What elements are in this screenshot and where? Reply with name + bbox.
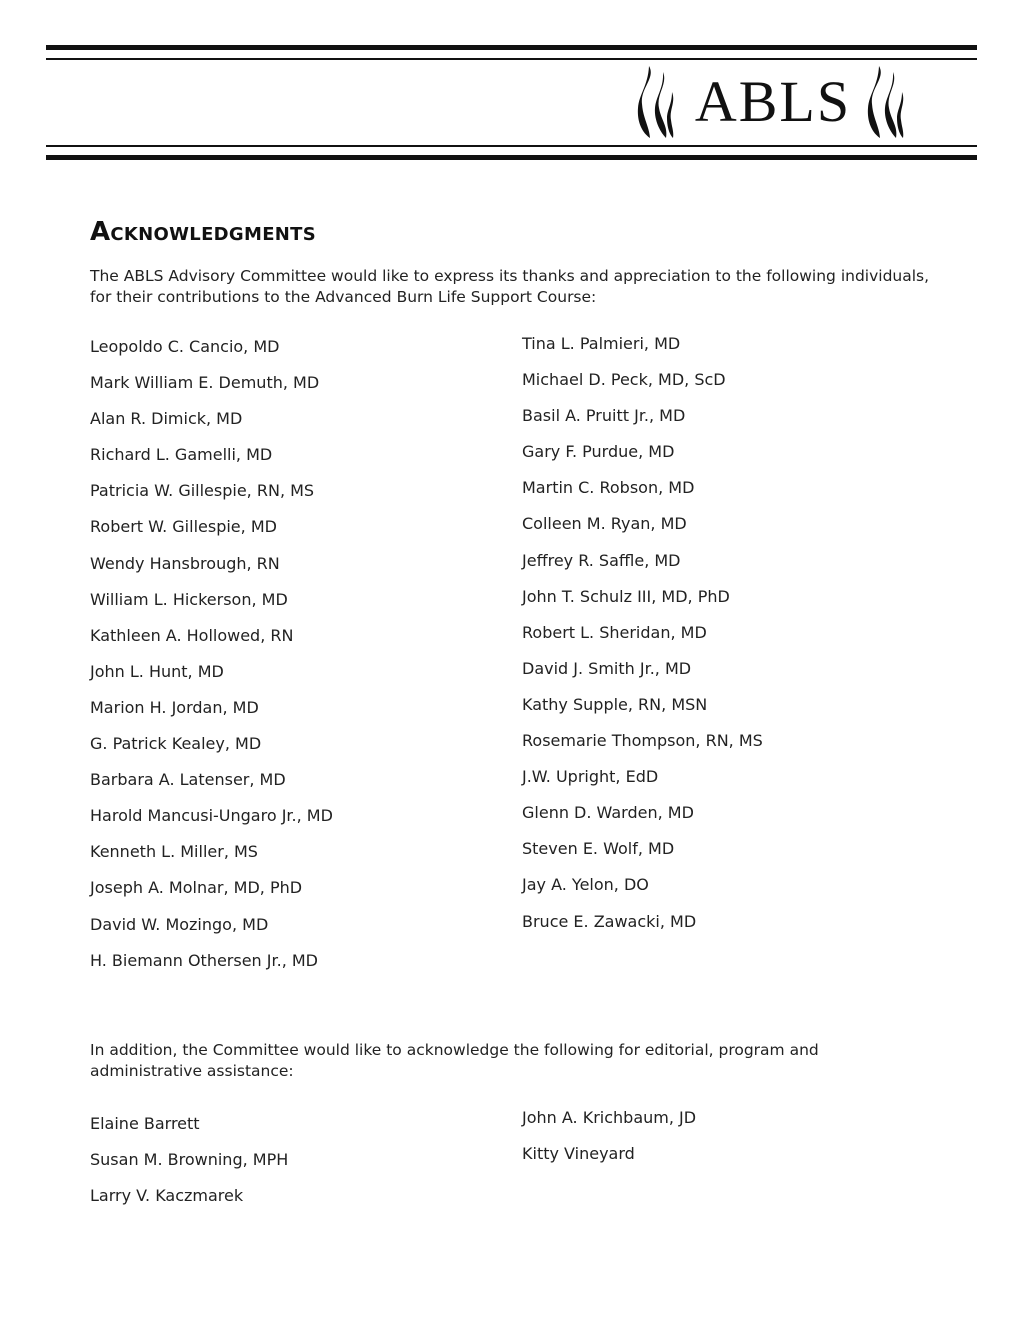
assistant-name: Kitty Vineyard xyxy=(522,1144,635,1164)
contributor-name: Mark William E. Demuth, MD xyxy=(90,373,320,393)
contributor-name: Glenn D. Warden, MD xyxy=(522,803,694,823)
assistant-name: Elaine Barrett xyxy=(90,1114,200,1133)
flame-icon xyxy=(636,64,676,140)
contributor-name: Robert L. Sheridan, MD xyxy=(522,622,707,642)
assistant-name: John A. Krichbaum, JD xyxy=(522,1108,697,1127)
contributor-name: Alan R. Dimick, MD xyxy=(90,409,243,429)
page-title: Acknowledgments xyxy=(90,217,316,247)
contributor-name: Marion H. Jordan, MD xyxy=(90,697,259,717)
assistant-name: Susan M. Browning, MPH xyxy=(90,1150,289,1170)
logo-text: ABLS xyxy=(694,69,852,134)
contributors-left-list xyxy=(90,337,333,987)
contributor-name: Jay A. Yelon, DO xyxy=(522,875,649,895)
contributor-name: Barbara A. Latenser, MD xyxy=(90,770,286,790)
header-rule-top-thin xyxy=(46,58,977,60)
assistance-left-list xyxy=(90,1114,288,1222)
contributor-name: David J. Smith Jr., MD xyxy=(522,658,692,678)
contributor-name: Wendy Hansbrough, RN xyxy=(90,553,280,573)
contributor-name: Rosemarie Thompson, RN, MS xyxy=(522,731,763,751)
contributor-name: Kathleen A. Hollowed, RN xyxy=(90,625,294,645)
contributor-name: David W. Mozingo, MD xyxy=(90,914,269,934)
contributor-name: Michael D. Peck, MD, ScD xyxy=(522,370,726,390)
assistant-name: Larry V. Kaczmarek xyxy=(90,1186,244,1206)
contributor-name: Gary F. Purdue, MD xyxy=(522,442,675,462)
header-rule-bottom-thin xyxy=(46,145,977,147)
additional-paragraph: In addition, the Committee would like to acknowledge the following for editorial, program and administrative assistance: xyxy=(90,1041,819,1080)
contributor-name: Joseph A. Molnar, MD, PhD xyxy=(90,878,303,898)
contributor-name: Jeffrey R. Saffle, MD xyxy=(522,550,681,570)
contributor-name: H. Biemann Othersen Jr., MD xyxy=(90,950,318,970)
contributor-name: Leopoldo C. Cancio, MD xyxy=(90,337,280,356)
assistance-right-list xyxy=(522,1108,696,1180)
abls-logo xyxy=(636,62,908,142)
contributor-name: Kathy Supple, RN, MSN xyxy=(522,694,708,714)
contributor-name: William L. Hickerson, MD xyxy=(90,589,288,609)
contributor-name: Tina L. Palmieri, MD xyxy=(522,334,681,353)
contributor-name: Patricia W. Gillespie, RN, MS xyxy=(90,481,315,501)
contributor-name: Martin C. Robson, MD xyxy=(522,478,695,498)
intro-paragraph: The ABLS Advisory Committee would like to express its thanks and appreciation to the following individuals, for their contributions to the Advanced Burn Life Support Course: xyxy=(90,267,930,306)
contributors-right-list xyxy=(522,334,763,948)
header-rule-bottom-thick xyxy=(46,155,977,160)
contributor-name: Harold Mancusi-Ungaro Jr., MD xyxy=(90,806,333,826)
contributor-name: Kenneth L. Miller, MS xyxy=(90,842,258,862)
contributor-name: G. Patrick Kealey, MD xyxy=(90,734,262,754)
contributor-name: J.W. Upright, EdD xyxy=(522,767,659,787)
contributor-name: Basil A. Pruitt Jr., MD xyxy=(522,406,686,426)
contributor-name: Richard L. Gamelli, MD xyxy=(90,445,273,465)
contributor-name: Robert W. Gillespie, MD xyxy=(90,517,277,537)
header-rule-top-thick xyxy=(46,45,977,50)
contributor-name: John L. Hunt, MD xyxy=(90,661,224,681)
contributor-name: Colleen M. Ryan, MD xyxy=(522,514,687,534)
contributor-name: Bruce E. Zawacki, MD xyxy=(522,911,697,931)
contributor-name: John T. Schulz III, MD, PhD xyxy=(522,586,730,606)
contributor-name: Steven E. Wolf, MD xyxy=(522,839,675,859)
flame-icon xyxy=(866,64,906,140)
